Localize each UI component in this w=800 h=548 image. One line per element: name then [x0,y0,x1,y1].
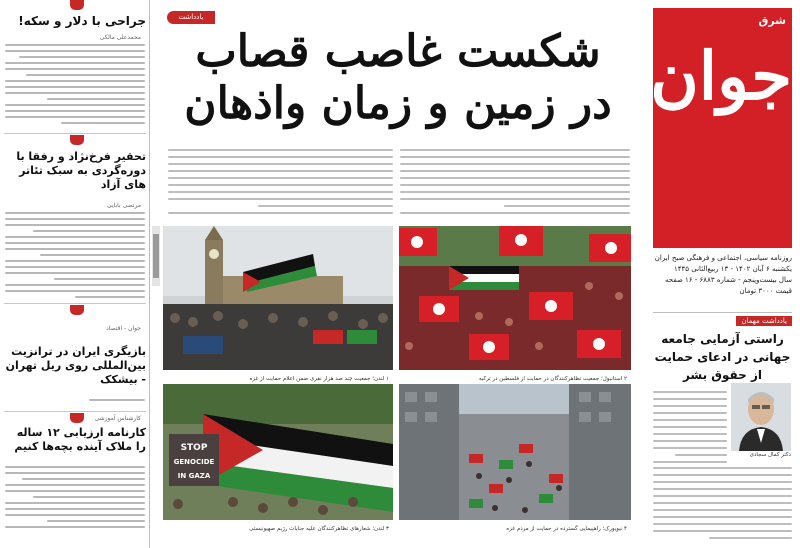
left-story-2-byline: مرتضی بابایی [107,202,141,209]
masthead-sharq-tag: شرق [758,14,786,27]
section-pill: یادداشت [167,11,215,24]
lead-text-right [400,144,630,214]
divider [4,303,146,304]
main-headline[interactable] [168,26,628,130]
meta-line-3: سال بیست‌وپنجم - شماره ۶۸۸۳ - ۱۶ صفحه [665,276,792,284]
story-tag-marker [70,135,84,145]
masthead-meta [653,253,792,297]
vertical-label-strip [150,226,162,526]
sign-genocide: GENOCIDE [173,458,215,466]
meta-line-2: یکشنبه ۶ آبان ۱۴۰۲ - ۱۳ ربیع‌الثانی ۱۴۴۵ [674,265,792,273]
photo-4-caption: ۴ نیویورک؛ راهپیمایی گسترده در حمایت از مردم غزه [506,526,627,532]
flag-march-image [163,384,393,520]
divider [4,133,146,134]
divider [653,312,792,313]
photo-2[interactable] [399,226,631,380]
masthead-logo: جوان [650,37,792,115]
photo-3-caption: ۳ لندن؛ شعارهای تظاهرکنندگان علیه جنایات رژیم صهیونیستی [249,526,389,532]
guest-note-headline[interactable]: راستی آزمایی جامعه جهانی در ادعای حمایت از حقوق بشر [654,332,791,382]
left-story-3-byline: جوان - اقتصاد [106,325,141,332]
story-tag-marker [70,0,84,10]
photo-1-caption: ۱ لندن؛ جمعیت چند صد هزار نفری ضمن اعلام حمایت از غزه [249,376,389,382]
lead-text-left [168,144,393,214]
headline-line-1: شکست غاصب قصاب [195,26,601,77]
meta-line-4: قیمت ۳۰۰۰ تومان [739,287,792,295]
left-story-2-title[interactable]: تحقیر فرخ‌نژاد و رفقا با دوره‌گردی به سبک تئاتر های آزاد [16,150,146,192]
photo-4[interactable] [399,384,631,530]
london-protest-image [163,226,393,370]
left-story-4-body [5,462,145,528]
author-portrait [731,383,791,451]
guest-note-label: یادداشت مهمان [736,316,792,326]
istanbul-protest-image [399,226,631,370]
left-story-3-title[interactable]: بازیگری ایران در ترانزیت بین‌المللی روی ریل تهران - بیشکک [5,345,146,387]
street-march-image [399,384,631,520]
left-story-1-title[interactable]: جراحی با دلار و سکه! [18,14,146,28]
left-story-4-byline: کارشناس آموزشی [94,415,141,422]
left-story-1-body [5,40,145,124]
photo-1[interactable] [163,226,393,380]
meta-line-1: روزنامه سیاسی، اجتماعی و فرهنگی صبح ایران [654,254,792,262]
guest-note-body [653,386,727,463]
guest-note-body-continued [653,462,792,539]
left-news-column [0,0,150,548]
author-name: دکتر کمال سجادی [749,452,791,458]
left-story-1-byline: محمدعلی مالکی [99,34,141,41]
left-story-4-title[interactable]: کارنامه ارزیابی ۱۲ ساله را ملاک آینده بچه‌ها کنیم [14,426,146,454]
sign-in-gaza: IN GAZA [177,472,211,480]
headline-line-2: در زمین و زمان واذهان [184,78,612,129]
photo-3[interactable] [163,384,393,530]
divider [4,411,146,412]
story-tag-marker [70,305,84,315]
masthead[interactable] [650,8,792,248]
photo-2-caption: ۲ استانبول؛ جمعیت تظاهرکنندگان در حمایت از فلسطین در ترکیه [478,376,627,382]
left-story-3-body [5,395,145,401]
sign-stop: STOP [180,443,208,453]
story-tag-marker [70,413,84,423]
left-story-2-body [5,208,145,298]
